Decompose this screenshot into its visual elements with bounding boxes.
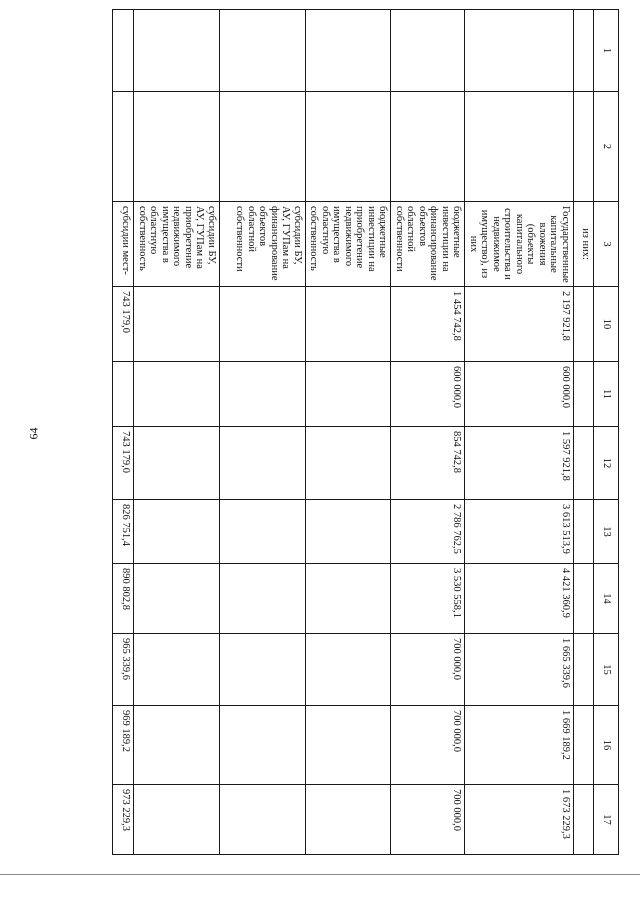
table-cell bbox=[134, 706, 220, 785]
table-row bbox=[574, 10, 594, 855]
table-cell: 700 000,0 bbox=[391, 634, 465, 706]
table-cell: 1 669 189,2 bbox=[465, 706, 574, 785]
table-cell bbox=[574, 564, 594, 634]
table-cell bbox=[574, 287, 594, 362]
table-cell bbox=[134, 564, 220, 634]
table-cell bbox=[220, 362, 306, 427]
table-cell: 600 000,0 bbox=[465, 362, 574, 427]
table-cell bbox=[134, 785, 220, 855]
table-cell bbox=[134, 10, 220, 92]
table-cell: 1 597 921,8 bbox=[465, 427, 574, 500]
row-label: субсидии БУ, АУ, ГУПам на финансирование объектов областной собственности bbox=[220, 202, 306, 287]
table-cell bbox=[134, 634, 220, 706]
table-cell bbox=[306, 706, 392, 785]
table-cell: 826 751,4 bbox=[113, 500, 134, 564]
header-cell: 11 bbox=[594, 362, 619, 427]
table-cell: 743 179,0 bbox=[113, 287, 134, 362]
header-cell: 15 bbox=[594, 634, 619, 706]
header-cell: 12 bbox=[594, 427, 619, 500]
header-cell: 1 bbox=[594, 10, 619, 92]
header-cell: 16 bbox=[594, 706, 619, 785]
table-cell bbox=[306, 785, 392, 855]
table-cell bbox=[306, 564, 392, 634]
table-cell: 2 786 762,5 bbox=[391, 500, 465, 564]
table-cell bbox=[134, 362, 220, 427]
page-bottom-rule bbox=[0, 874, 640, 875]
table-cell bbox=[220, 287, 306, 362]
table-cell bbox=[220, 500, 306, 564]
table-cell bbox=[220, 427, 306, 500]
table-cell bbox=[134, 427, 220, 500]
table-cell bbox=[306, 500, 392, 564]
table-cell: 965 339,6 bbox=[113, 634, 134, 706]
row-label: из них: bbox=[574, 202, 594, 287]
header-cell: 3 bbox=[594, 202, 619, 287]
row-label: Государственные капитальные вложения (объекты капитального строительства и недвижимое имущество), из них bbox=[465, 202, 574, 287]
page-number: 64 bbox=[26, 427, 41, 440]
header-cell: 14 bbox=[594, 564, 619, 634]
table-cell bbox=[574, 10, 594, 92]
table-cell: 3 613 513,9 bbox=[465, 500, 574, 564]
table-cell bbox=[113, 362, 134, 427]
table-cell bbox=[465, 92, 574, 202]
header-cell: 2 bbox=[594, 92, 619, 202]
table-row bbox=[134, 10, 220, 855]
table-cell bbox=[574, 362, 594, 427]
table-cell: 1 454 742,8 bbox=[391, 287, 465, 362]
table-cell bbox=[574, 500, 594, 564]
table-cell bbox=[306, 427, 392, 500]
table-row bbox=[220, 10, 306, 855]
table-cell bbox=[391, 92, 465, 202]
table-cell: 1 673 229,3 bbox=[465, 785, 574, 855]
rotated-table-container bbox=[91, 9, 619, 854]
header-cell: 17 bbox=[594, 785, 619, 855]
table-cell bbox=[220, 634, 306, 706]
table-cell: 2 197 921,8 bbox=[465, 287, 574, 362]
table-cell bbox=[574, 634, 594, 706]
row-label: субсидии мест- bbox=[113, 202, 134, 287]
table-cell bbox=[134, 92, 220, 202]
table-cell bbox=[465, 10, 574, 92]
table-cell bbox=[306, 287, 392, 362]
table-cell bbox=[306, 362, 392, 427]
table-cell: 4 421 360,9 bbox=[465, 564, 574, 634]
table-cell: 3 530 558,1 bbox=[391, 564, 465, 634]
row-label: бюджетные инвестиции на приобретение недвижимого имущества в областную собственность bbox=[306, 202, 392, 287]
row-label: субсидии БУ, АУ, ГУПам на приобретение недвижимого имущества в областную собственность bbox=[134, 202, 220, 287]
table-cell: 890 802,8 bbox=[113, 564, 134, 634]
table-cell: 743 179,0 bbox=[113, 427, 134, 500]
table-cell: 854 742,8 bbox=[391, 427, 465, 500]
header-row bbox=[594, 10, 619, 855]
table-cell: 1 665 339,6 bbox=[465, 634, 574, 706]
table-cell bbox=[113, 10, 134, 92]
table-cell bbox=[391, 10, 465, 92]
table-cell bbox=[574, 706, 594, 785]
table-cell bbox=[306, 634, 392, 706]
header-cell: 10 bbox=[594, 287, 619, 362]
table-cell bbox=[574, 785, 594, 855]
table-cell bbox=[220, 564, 306, 634]
table-cell: 700 000,0 bbox=[391, 706, 465, 785]
table-row bbox=[113, 10, 134, 855]
table-cell bbox=[113, 92, 134, 202]
table-cell: 700 000,0 bbox=[391, 785, 465, 855]
table-cell bbox=[134, 500, 220, 564]
table-row bbox=[465, 10, 574, 855]
header-cell: 13 bbox=[594, 500, 619, 564]
table-cell bbox=[220, 92, 306, 202]
table-cell bbox=[306, 10, 392, 92]
table-cell: 969 189,2 bbox=[113, 706, 134, 785]
table-cell bbox=[220, 706, 306, 785]
table-cell bbox=[134, 287, 220, 362]
row-label: бюджетные инвестиции на финансирование объектов областной собственности bbox=[391, 202, 465, 287]
budget-table bbox=[113, 9, 620, 855]
table-row bbox=[391, 10, 465, 855]
table-cell: 973 229,3 bbox=[113, 785, 134, 855]
table-cell bbox=[306, 92, 392, 202]
table-cell bbox=[574, 92, 594, 202]
table-cell: 600 000,0 bbox=[391, 362, 465, 427]
table-row bbox=[306, 10, 392, 855]
table-cell bbox=[220, 10, 306, 92]
table-cell bbox=[220, 785, 306, 855]
table-cell bbox=[574, 427, 594, 500]
